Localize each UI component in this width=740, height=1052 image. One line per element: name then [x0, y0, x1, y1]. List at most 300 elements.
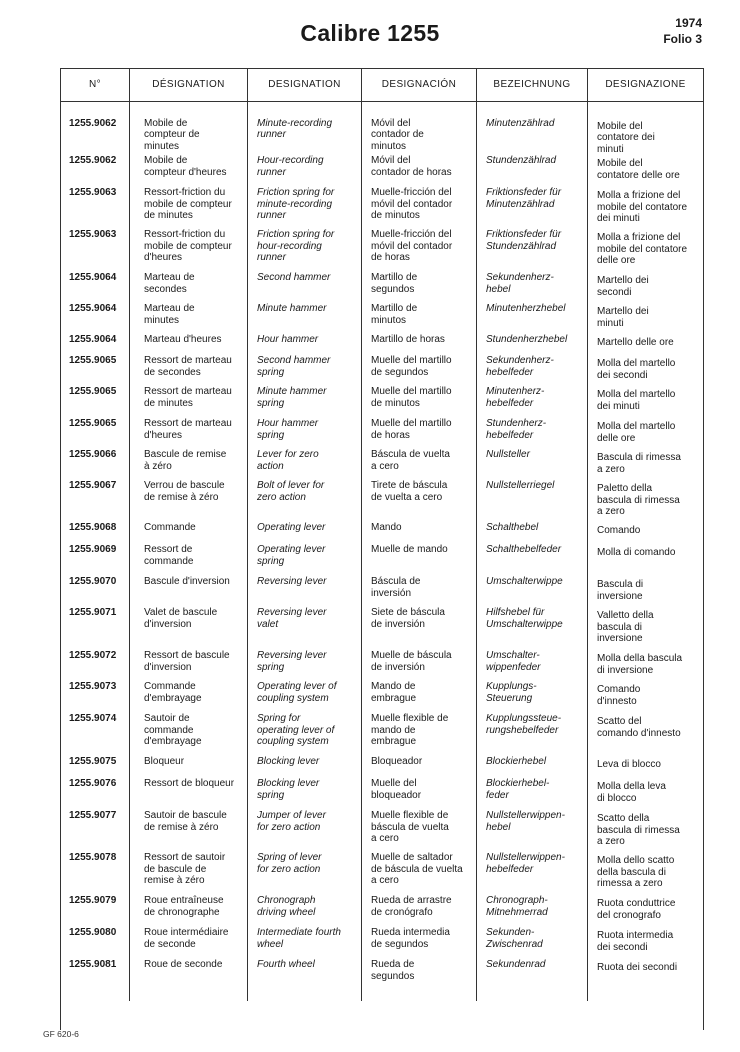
table-row — [61, 303, 704, 334]
part-number-cell — [61, 480, 130, 522]
designation-german: Hilfshebel für Umschalterwippe — [486, 607, 563, 630]
designation-english-cell — [248, 852, 362, 895]
form-code: GF 620-6 — [43, 1029, 79, 1039]
designation-german-cell — [477, 810, 588, 852]
col-header-spanish: DESIGNACIÓN — [362, 69, 477, 102]
part-number-cell — [61, 810, 130, 852]
designation-spanish-cell — [362, 756, 477, 778]
designation-english-cell — [248, 386, 362, 418]
part-number: 1255.9068 — [69, 522, 117, 534]
designation-italian: Martello dei secondi — [597, 275, 649, 298]
designation-spanish: Muelle de mando — [371, 544, 448, 556]
designation-spanish: Muelle del bloqueador — [371, 778, 422, 801]
table-row — [61, 544, 704, 576]
designation-german: Sekundenherz- hebelfeder — [486, 355, 554, 378]
designation-english-cell — [248, 334, 362, 355]
designation-german: Sekundenherz- hebel — [486, 272, 554, 295]
part-number: 1255.9069 — [69, 544, 117, 556]
designation-italian: Mobile del contatore delle ore — [597, 158, 680, 181]
part-number: 1255.9073 — [69, 681, 117, 693]
designation-english: Reversing lever spring — [257, 650, 327, 673]
designation-italian-cell — [588, 155, 704, 187]
designation-spanish-cell — [362, 355, 477, 386]
designation-italian: Bascula di inversione — [597, 579, 644, 602]
part-number: 1255.9065 — [69, 418, 117, 430]
designation-italian: Ruota conduttrice del cronografo — [597, 898, 676, 921]
part-number-cell — [61, 272, 130, 303]
part-number-cell — [61, 607, 130, 650]
designation-spanish-cell — [362, 713, 477, 756]
col-header-italian: DESIGNAZIONE — [588, 69, 704, 102]
designation-italian: Molla della leva di blocco — [597, 781, 666, 804]
designation-english: Hour hammer spring — [257, 418, 319, 441]
designation-german-cell — [477, 102, 588, 156]
part-number: 1255.9081 — [69, 959, 117, 971]
designation-spanish: Muelle del martillo de segundos — [371, 355, 452, 378]
designation-italian-cell — [588, 852, 704, 895]
designation-german-cell — [477, 927, 588, 959]
designation-french-cell — [130, 927, 248, 959]
col-header-french: DÉSIGNATION — [130, 69, 248, 102]
designation-english: Bolt of lever for zero action — [257, 480, 325, 503]
part-number-cell — [61, 852, 130, 895]
designation-english-cell — [248, 576, 362, 607]
designation-english-cell — [248, 959, 362, 1001]
designation-spanish: Muelle-fricción del móvil del contador de minutos — [371, 187, 453, 222]
designation-german-cell — [477, 681, 588, 713]
designation-french-cell — [130, 810, 248, 852]
designation-italian-cell — [588, 334, 704, 355]
part-number: 1255.9063 — [69, 229, 117, 241]
designation-spanish: Mando — [371, 522, 402, 534]
table-row — [61, 102, 704, 156]
folio-label: Folio 3 — [663, 32, 702, 46]
part-number: 1255.9062 — [69, 118, 117, 129]
part-number: 1255.9063 — [69, 187, 117, 199]
designation-spanish: Martillo de horas — [371, 334, 445, 346]
table-row — [61, 959, 704, 1001]
part-number-cell — [61, 959, 130, 1001]
part-number-cell — [61, 386, 130, 418]
designation-french-cell — [130, 959, 248, 1001]
table-row — [61, 713, 704, 756]
designation-german-cell — [477, 756, 588, 778]
designation-spanish: Siete de báscula de inversión — [371, 607, 445, 630]
designation-french: Bascule d'inversion — [144, 576, 230, 588]
designation-spanish-cell — [362, 272, 477, 303]
table-row — [61, 607, 704, 650]
designation-italian: Ruota dei secondi — [597, 962, 678, 974]
designation-italian: Valletto della bascula di inversione — [597, 610, 654, 645]
designation-german: Stundenzählrad — [486, 155, 557, 167]
designation-english-cell — [248, 544, 362, 576]
designation-spanish: Mando de embrague — [371, 681, 417, 704]
part-number: 1255.9065 — [69, 386, 117, 398]
designation-german-cell — [477, 778, 588, 810]
designation-english: Intermediate fourth wheel — [257, 927, 341, 950]
part-number: 1255.9076 — [69, 778, 117, 790]
designation-italian-cell — [588, 480, 704, 522]
designation-italian: Molla dello scatto della bascula di rimessa a zero — [597, 855, 675, 890]
designation-english-cell — [248, 418, 362, 449]
designation-english: Minute-recording runner — [257, 118, 333, 141]
designation-italian-cell — [588, 449, 704, 480]
designation-spanish-cell — [362, 229, 477, 272]
designation-french: Ressort de bloqueur — [144, 778, 235, 790]
designation-spanish: Muelle-fricción del móvil del contador de horas — [371, 229, 453, 264]
part-number-cell — [61, 187, 130, 229]
designation-german: Stundenherzhebel — [486, 334, 568, 346]
designation-spanish: Móvil del contador de horas — [371, 155, 452, 178]
designation-spanish: Muelle flexible de mando de embrague — [371, 713, 449, 748]
designation-spanish-cell — [362, 386, 477, 418]
table-row — [61, 522, 704, 544]
year-label: 1974 — [675, 16, 702, 30]
designation-french: Marteau d'heures — [144, 334, 222, 346]
designation-german: Nullstellerwippen- hebel — [486, 810, 565, 833]
part-number: 1255.9067 — [69, 480, 117, 492]
designation-italian-cell — [588, 187, 704, 229]
designation-french-cell — [130, 650, 248, 681]
designation-italian-cell — [588, 522, 704, 544]
part-number: 1255.9072 — [69, 650, 117, 662]
table-body — [61, 102, 704, 1002]
designation-spanish-cell — [362, 187, 477, 229]
designation-german-cell — [477, 607, 588, 650]
designation-german-cell — [477, 155, 588, 187]
designation-french: Ressort-friction du mobile de compteur d'heures — [144, 229, 232, 264]
designation-english-cell — [248, 895, 362, 927]
designation-spanish: Muelle del martillo de horas — [371, 418, 452, 441]
designation-english: Minute hammer — [257, 303, 327, 315]
part-number: 1255.9064 — [69, 272, 117, 284]
designation-french: Mobile de compteur de minutes — [144, 118, 200, 152]
designation-english: Hour-recording runner — [257, 155, 324, 178]
designation-spanish: Báscula de vuelta a cero — [371, 449, 450, 472]
designation-german-cell — [477, 355, 588, 386]
part-number: 1255.9078 — [69, 852, 117, 864]
table-header-row — [61, 69, 704, 102]
designation-english: Friction spring for hour-recording runner — [257, 229, 335, 264]
designation-spanish: Muelle de saltador de báscula de vuelta a cero — [371, 852, 463, 887]
designation-italian-cell — [588, 607, 704, 650]
designation-french-cell — [130, 544, 248, 576]
designation-english: Second hammer — [257, 272, 331, 284]
designation-german-cell — [477, 895, 588, 927]
designation-italian: Ruota intermedia dei secondi — [597, 930, 674, 953]
designation-italian: Molla della bascula di inversione — [597, 653, 683, 676]
parts-table — [60, 68, 704, 1001]
designation-italian-cell — [588, 229, 704, 272]
designation-spanish-cell — [362, 544, 477, 576]
designation-english-cell — [248, 355, 362, 386]
designation-english-cell — [248, 272, 362, 303]
part-number: 1255.9064 — [69, 303, 117, 315]
designation-french-cell — [130, 303, 248, 334]
part-number-cell — [61, 576, 130, 607]
designation-french-cell — [130, 756, 248, 778]
designation-french: Roue entraîneuse de chronographe — [144, 895, 224, 918]
table-row — [61, 681, 704, 713]
part-number-cell — [61, 927, 130, 959]
table-row — [61, 449, 704, 480]
designation-spanish-cell — [362, 418, 477, 449]
col-header-english: DESIGNATION — [248, 69, 362, 102]
designation-italian-cell — [588, 810, 704, 852]
part-number-cell — [61, 303, 130, 334]
designation-spanish: Tirete de báscula de vuelta a cero — [371, 480, 448, 503]
part-number-cell — [61, 650, 130, 681]
designation-english: Blocking lever — [257, 756, 320, 768]
designation-german: Nullstellerwippen- hebelfeder — [486, 852, 565, 875]
designation-french-cell — [130, 418, 248, 449]
designation-english: Minute hammer spring — [257, 386, 327, 409]
designation-italian-cell — [588, 303, 704, 334]
table-row — [61, 778, 704, 810]
designation-french-cell — [130, 480, 248, 522]
designation-italian: Bascula di rimessa a zero — [597, 452, 681, 475]
table-row — [61, 852, 704, 895]
designation-spanish-cell — [362, 681, 477, 713]
table-row — [61, 418, 704, 449]
designation-german: Sekundenrad — [486, 959, 546, 971]
designation-french-cell — [130, 355, 248, 386]
part-number-cell — [61, 102, 130, 156]
designation-german: Minutenherzhebel — [486, 303, 566, 315]
designation-french-cell — [130, 334, 248, 355]
designation-italian: Molla del martello delle ore — [597, 421, 676, 444]
designation-italian-cell — [588, 355, 704, 386]
designation-spanish: Rueda de arrastre de cronógrafo — [371, 895, 452, 918]
designation-french: Ressort de marteau de secondes — [144, 355, 232, 378]
designation-german: Sekunden- Zwischenrad — [486, 927, 543, 950]
designation-german: Kupplungssteue- rungshebelfeder — [486, 713, 562, 736]
designation-italian: Comando — [597, 525, 641, 537]
designation-french: Ressort de bascule d'inversion — [144, 650, 230, 673]
designation-french: Sautoir de commande d'embrayage — [144, 713, 202, 748]
designation-english-cell — [248, 229, 362, 272]
designation-english-cell — [248, 927, 362, 959]
designation-german-cell — [477, 713, 588, 756]
designation-spanish-cell — [362, 895, 477, 927]
designation-french-cell — [130, 778, 248, 810]
designation-italian: Martello delle ore — [597, 337, 674, 349]
part-number-cell — [61, 155, 130, 187]
designation-italian-cell — [588, 756, 704, 778]
part-number: 1255.9077 — [69, 810, 117, 822]
part-number: 1255.9064 — [69, 334, 117, 346]
designation-italian-cell — [588, 959, 704, 1001]
designation-english-cell — [248, 449, 362, 480]
part-number-cell — [61, 778, 130, 810]
designation-english-cell — [248, 102, 362, 156]
designation-italian: Molla del martello dei minuti — [597, 389, 676, 412]
designation-italian: Scatto della bascula di rimessa a zero — [597, 813, 680, 848]
part-number-cell — [61, 681, 130, 713]
designation-spanish-cell — [362, 650, 477, 681]
designation-spanish-cell — [362, 959, 477, 1001]
designation-french: Ressort de marteau de minutes — [144, 386, 232, 409]
designation-english-cell — [248, 650, 362, 681]
designation-german-cell — [477, 576, 588, 607]
designation-german-cell — [477, 522, 588, 544]
designation-english: Spring for operating lever of coupling system — [257, 713, 335, 748]
designation-french: Roue de seconde — [144, 959, 223, 971]
designation-french: Ressort de sautoir de bascule de remise à zéro — [144, 852, 226, 887]
designation-english: Operating lever spring — [257, 544, 326, 567]
designation-spanish-cell — [362, 852, 477, 895]
designation-french: Roue intermédiaire de seconde — [144, 927, 229, 950]
designation-italian-cell — [588, 386, 704, 418]
designation-italian-cell — [588, 418, 704, 449]
part-number-cell — [61, 355, 130, 386]
designation-italian-cell — [588, 681, 704, 713]
designation-italian: Scatto del comando d'innesto — [597, 716, 681, 739]
table-row — [61, 272, 704, 303]
part-number-cell — [61, 713, 130, 756]
table-row — [61, 355, 704, 386]
designation-french-cell — [130, 681, 248, 713]
designation-german-cell — [477, 272, 588, 303]
designation-french: Bloqueur — [144, 756, 185, 768]
designation-german: Kupplungs- Steuerung — [486, 681, 537, 704]
designation-french: Bascule de remise à zéro — [144, 449, 227, 472]
designation-english: Lever for zero action — [257, 449, 319, 472]
designation-italian-cell — [588, 713, 704, 756]
designation-italian-cell — [588, 544, 704, 576]
designation-french-cell — [130, 102, 248, 156]
part-number-cell — [61, 544, 130, 576]
designation-english-cell — [248, 778, 362, 810]
part-number: 1255.9066 — [69, 449, 117, 461]
designation-italian-cell — [588, 650, 704, 681]
designation-german-cell — [477, 480, 588, 522]
designation-german-cell — [477, 229, 588, 272]
designation-english: Reversing lever valet — [257, 607, 327, 630]
designation-french: Commande — [144, 522, 196, 534]
table-row — [61, 229, 704, 272]
designation-german: Umschalter- wippenfeder — [486, 650, 541, 673]
designation-spanish-cell — [362, 303, 477, 334]
part-number-cell — [61, 334, 130, 355]
designation-italian-cell — [588, 895, 704, 927]
designation-english: Reversing lever — [257, 576, 327, 588]
designation-german: Stundenherz- hebelfeder — [486, 418, 547, 441]
designation-english-cell — [248, 681, 362, 713]
designation-italian: Comando d'innesto — [597, 684, 641, 707]
designation-french: Verrou de bascule de remise à zéro — [144, 480, 225, 503]
designation-italian-cell — [588, 778, 704, 810]
part-number-cell — [61, 756, 130, 778]
designation-german-cell — [477, 418, 588, 449]
designation-spanish-cell — [362, 778, 477, 810]
designation-english-cell — [248, 756, 362, 778]
table-row — [61, 650, 704, 681]
designation-german: Blockierhebel- feder — [486, 778, 550, 801]
designation-german: Schalthebel — [486, 522, 539, 534]
designation-english-cell — [248, 607, 362, 650]
designation-english: Second hammer spring — [257, 355, 331, 378]
designation-italian: Martello dei minuti — [597, 306, 649, 329]
designation-spanish: Martillo de segundos — [371, 272, 418, 295]
designation-italian-cell — [588, 102, 704, 156]
designation-german-cell — [477, 852, 588, 895]
designation-german-cell — [477, 386, 588, 418]
table-row — [61, 576, 704, 607]
designation-spanish-cell — [362, 102, 477, 156]
table-row — [61, 334, 704, 355]
part-number: 1255.9075 — [69, 756, 117, 768]
col-header-german: BEZEICHNUNG — [477, 69, 588, 102]
designation-spanish-cell — [362, 334, 477, 355]
part-number-cell — [61, 418, 130, 449]
designation-english: Chronograph driving wheel — [257, 895, 316, 918]
designation-german-cell — [477, 334, 588, 355]
designation-spanish: Muelle de báscula de inversión — [371, 650, 452, 673]
table-row — [61, 187, 704, 229]
designation-english-cell — [248, 810, 362, 852]
page-title: Calibre 1255 — [300, 20, 440, 46]
designation-french: Marteau de minutes — [144, 303, 195, 326]
designation-italian: Molla a frizione del mobile del contatore delle ore — [597, 232, 688, 267]
designation-french-cell — [130, 187, 248, 229]
designation-german-cell — [477, 449, 588, 480]
designation-french-cell — [130, 895, 248, 927]
designation-german: Minutenzählrad — [486, 118, 555, 129]
designation-italian: Molla di comando — [597, 547, 676, 559]
designation-english-cell — [248, 713, 362, 756]
designation-spanish-cell — [362, 449, 477, 480]
designation-spanish-cell — [362, 810, 477, 852]
designation-spanish: Martillo de minutos — [371, 303, 418, 326]
designation-english: Friction spring for minute-recording runner — [257, 187, 335, 222]
designation-spanish: Rueda intermedia de segundos — [371, 927, 450, 950]
designation-italian-cell — [588, 576, 704, 607]
designation-english: Spring of lever for zero action — [257, 852, 322, 875]
designation-italian: Molla a frizione del mobile del contatore dei minuti — [597, 190, 688, 225]
col-header-number: N° — [61, 69, 130, 102]
designation-french-cell — [130, 576, 248, 607]
table-row — [61, 756, 704, 778]
part-number: 1255.9080 — [69, 927, 117, 939]
designation-german: Friktionsfeder für Minutenzählrad — [486, 187, 562, 210]
designation-spanish: Báscula de inversión — [371, 576, 421, 599]
designation-german: Umschalterwippe — [486, 576, 563, 588]
designation-german: Nullstellerriegel — [486, 480, 555, 492]
designation-italian: Mobile del contatore dei minuti — [597, 121, 655, 155]
part-number: 1255.9065 — [69, 355, 117, 367]
part-number: 1255.9079 — [69, 895, 117, 907]
designation-german-cell — [477, 187, 588, 229]
designation-italian: Paletto della bascula di rimessa a zero — [597, 483, 680, 518]
designation-spanish-cell — [362, 607, 477, 650]
designation-english: Fourth wheel — [257, 959, 315, 971]
designation-spanish: Muelle flexible de báscula de vuelta a cero — [371, 810, 449, 845]
designation-french: Mobile de compteur d'heures — [144, 155, 227, 178]
table-row — [61, 895, 704, 927]
table-row — [61, 810, 704, 852]
designation-german-cell — [477, 650, 588, 681]
designation-english: Operating lever — [257, 522, 326, 534]
designation-french: Ressort de marteau d'heures — [144, 418, 232, 441]
designation-french-cell — [130, 229, 248, 272]
table-row — [61, 155, 704, 187]
designation-french-cell — [130, 607, 248, 650]
designation-spanish: Bloqueador — [371, 756, 423, 768]
designation-spanish: Móvil del contador de minutos — [371, 118, 424, 152]
designation-english-cell — [248, 187, 362, 229]
part-number: 1255.9062 — [69, 155, 117, 167]
